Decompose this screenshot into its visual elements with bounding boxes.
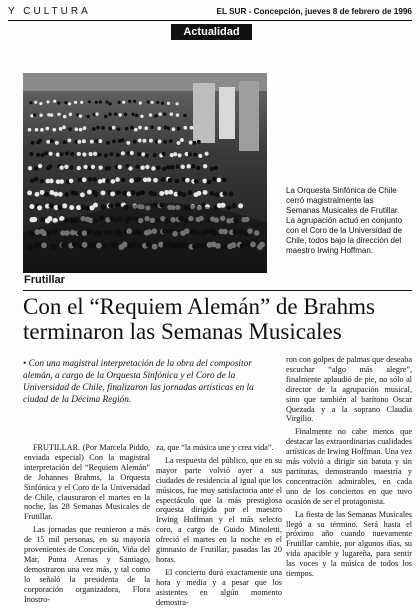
article-column-3	[286, 355, 412, 582]
lead-paragraph: • Con una magistral interpretación de la obra del compositor alemán, a cargo de la Orquesta Sinfónica y el Coro de la Universidad de Chile, finalizaron las jornadas artísticas en la ciudad de la Décima Región.	[23, 359, 254, 405]
section-tag: Actualidad	[171, 24, 252, 40]
photo-caption: La Orquesta Sinfónica de Chile cerró magistralmente las Semanas Musicales de Frutillar. La agrupación actuó en conjunto con el Coro de la Universidad de Chile, todos bajo la dirección del maestro Irwing Hoffman.	[286, 186, 403, 255]
paragraph: za, que “la música une y crea vida”.	[156, 443, 274, 452]
section-name: Y CULTURA	[8, 6, 91, 17]
headline: Con el “Requiem Alemán” de Brahms terminaron las Semanas Musicales	[23, 294, 375, 344]
orchestra-photo	[23, 73, 267, 273]
article-column-2	[156, 443, 282, 611]
paragraph: FRUTILLAR. (Por Marcela Piddo, enviada especial) Con la magistral interpretación del “Requiem Alemán” de Johannes Brahms, la Orquesta Sinfónica y el Coro de la Universidad de Chile, clausuraron el martes en la noche, las 28 Semanas Musicales de Frutillar.	[24, 443, 150, 522]
newspaper-dateline: EL SUR - Concepción, jueves 8 de febrero de 1996	[216, 7, 412, 16]
paragraph: El concierto duró exactamente una hora y media y a pesar que los asistentes en algún momento demostra-	[156, 567, 282, 607]
paragraph: ron con golpes de palmas que deseaba escuchar “algo más alegre”, finalmente aplaudió de pie, no sólo al director de la agrupación musical, sino que también al barítono Oscar Quezada y a la soprano Claudia Virgilio.	[286, 355, 412, 424]
location-label: Frutillar	[24, 274, 65, 286]
article-column-1	[24, 443, 150, 608]
paragraph: La fiesta de las Semanas Musicales llegó a su término. Será hasta el próximo año cuando nuevamente Frutillar cambie, por algunos días, su vida apacible y lugareña, para sentir las voces y la música de todos los tiempos.	[286, 509, 412, 579]
divider	[23, 290, 412, 291]
page-header	[8, 6, 412, 21]
paragraph: Las jornadas que reunieron a más de 15 mil personas, en su mayoría provenientes de Concepción, Viña del Mar, Punta Arenas y Santiago, demostraron una vez más, y tal como lo señaló la presidenta de la corporación organizadora, Flora Inostro-	[24, 525, 150, 604]
orchestra-photo-image	[23, 73, 267, 273]
paragraph: Finalmente no cabe menos que destacar las extraordinarias cualidades artísticas de Irwing Hoffman. Una vez más volvió a dirigir sin batuta y sin partituras, demostrando maestría y concentración admirables, en cada uno de los conciertos en que tuvo ocasión de ser el protagonista.	[286, 427, 412, 506]
paragraph: La respuesta del público, que en su mayor parte volvió ayer a sus ciudades de residencia al igual que los músicos, fue muy satisfactoria ante el espectáculo que la más prestigiosa orquesta dirigida por el maestro Irwing Hoffman y el más selecto coro, a cargo de Guido Minoletti, ofreció el martes en la noche en el gimnasio de Frutillar, pasadas las 20 horas.	[156, 455, 282, 564]
